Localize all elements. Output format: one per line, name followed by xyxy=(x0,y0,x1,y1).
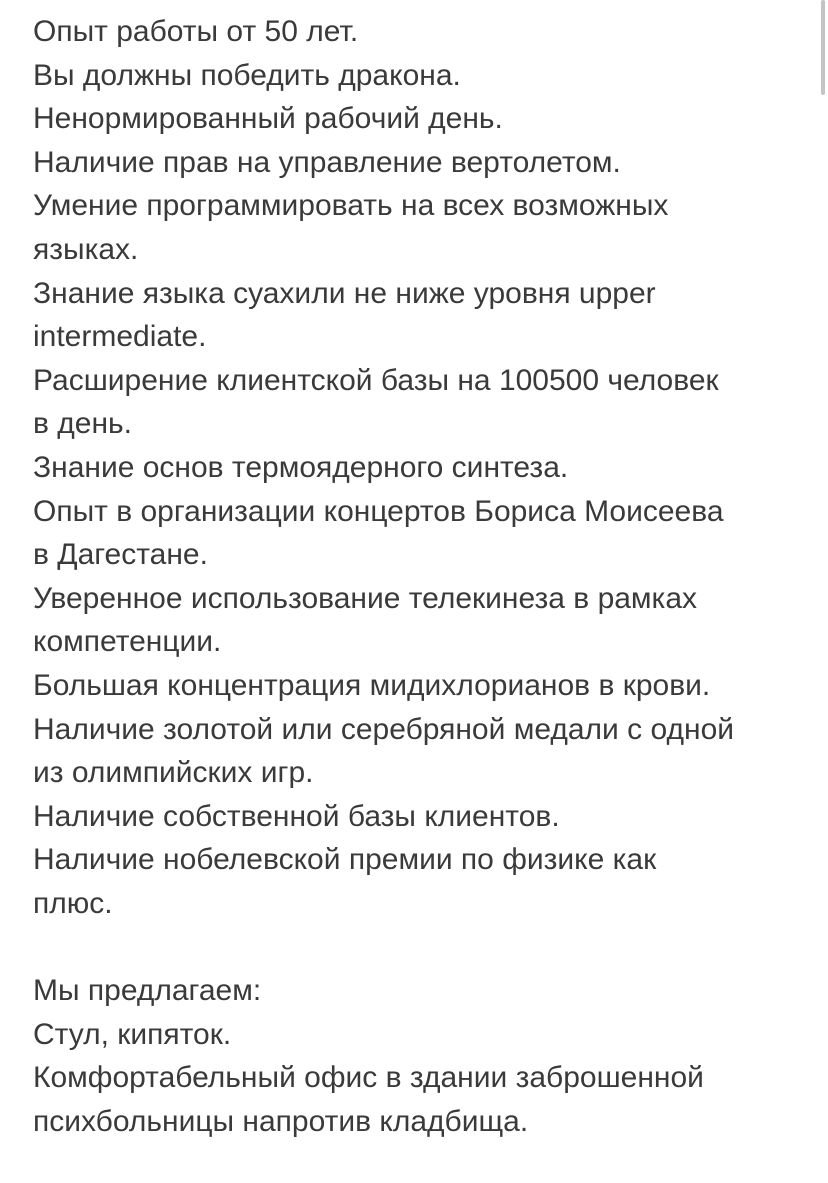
requirement-line: языках. xyxy=(33,232,139,266)
requirement-line: Знание языка суахили не ниже уровня upper xyxy=(33,276,656,310)
requirement-line: Ненормированный рабочий день. xyxy=(33,102,503,136)
scrollbar[interactable] xyxy=(821,0,825,95)
requirement-line: Вы должны победить дракона. xyxy=(33,58,461,92)
requirement-line: плюс. xyxy=(33,886,113,920)
requirement-line: Наличие золотой или серебряной медали с одной xyxy=(33,712,735,746)
requirement-line: Уверенное использование телекинеза в рамках xyxy=(33,581,698,615)
requirement-line: компетенции. xyxy=(33,625,222,659)
paragraph-gap xyxy=(33,925,803,969)
requirement-line: Опыт работы от 50 лет. xyxy=(33,15,359,48)
post-text-body xyxy=(33,10,803,1143)
requirement-line: в день. xyxy=(33,407,132,441)
requirement-line: intermediate. xyxy=(33,320,207,354)
requirement-line: Расширение клиентской базы на 100500 человек xyxy=(33,363,719,397)
offers-heading: Мы предлагаем: xyxy=(33,974,262,1008)
requirement-line: из олимпийских игр. xyxy=(33,756,314,790)
requirement-line: Знание основ термоядерного синтеза. xyxy=(33,450,569,484)
offer-line: психбольницы напротив кладбища. xyxy=(33,1104,529,1138)
offer-line: Комфортабельный офис в здании заброшенной xyxy=(33,1061,704,1095)
requirement-line: Большая концентрация мидихлорианов в крови. xyxy=(33,668,711,702)
offer-line: Стул, кипяток. xyxy=(33,1017,232,1051)
requirement-line: Умение программировать на всех возможных xyxy=(33,189,669,223)
requirement-line: Опыт в организации концертов Бориса Моисеева xyxy=(33,494,724,528)
requirement-line: Наличие прав на управление вертолетом. xyxy=(33,145,621,179)
requirement-line: Наличие собственной базы клиентов. xyxy=(33,799,560,833)
requirement-line: в Дагестане. xyxy=(33,538,208,572)
requirement-line: Наличие нобелевской премии по физике как xyxy=(33,843,657,877)
